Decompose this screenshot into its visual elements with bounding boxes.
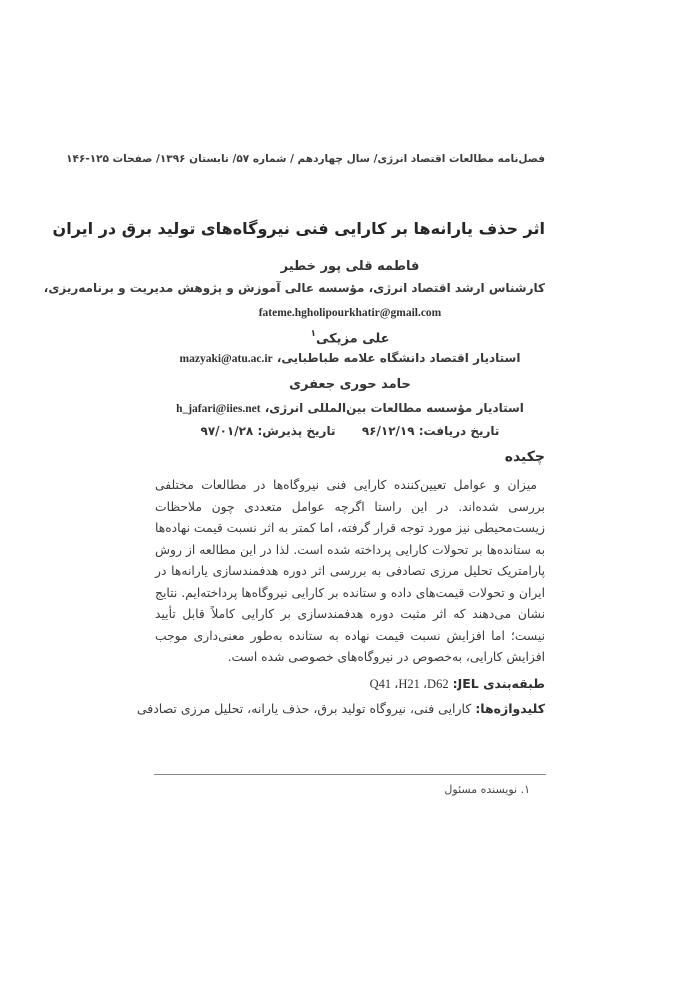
author-1-affiliation-text: کارشناس ارشد اقتصاد انرژی، مؤسسه عالی آموزش و پژوهش مدیریت و برنامه‌ریزی، bbox=[43, 281, 545, 295]
author-3-name-text: حامد حوری جعفری bbox=[289, 377, 411, 392]
corresponding-author-footnote: ۱. نویسنده مسئول bbox=[444, 783, 530, 796]
jel-classification-line bbox=[155, 673, 545, 695]
author-2-name-text: علی مزیکی bbox=[315, 331, 390, 347]
jel-label: طبقه‌بندی JEL‏: bbox=[452, 675, 545, 691]
accepted-date-label: تاریخ پذیرش: bbox=[257, 424, 336, 438]
received-date-value: ۹۶/۱۲/۱۹ bbox=[361, 424, 415, 438]
author-2-name bbox=[155, 326, 545, 348]
author-3-email: h_jafari@iies.net bbox=[176, 403, 261, 415]
author-2-email: mazyaki@atu.ac.ir bbox=[179, 353, 273, 365]
author-1-name bbox=[155, 258, 545, 276]
footnote-divider-rule bbox=[154, 774, 546, 775]
journal-header-line: فصل‌نامه مطالعات اقتصاد انرژی/ سال چهاردهم / شماره ۵۷/ تابستان ۱۳۹۶/ صفحات ۱۲۵-۱۴۶ bbox=[66, 153, 545, 165]
keywords-label: کلیدواژه‌ها: bbox=[475, 700, 545, 716]
keywords-line bbox=[136, 698, 545, 719]
author-3-affiliation-text: استادیار مؤسسه مطالعات بین‌المللی انرژی، bbox=[264, 401, 524, 415]
author-2-affiliation-text: استادیار اقتصاد دانشگاه علامه طباطبایی، bbox=[276, 351, 521, 365]
author-1-name-text: فاطمه قلی پور خطیر bbox=[280, 259, 420, 274]
author-3-name bbox=[155, 376, 545, 394]
jel-codes: D62‏، H21‏، Q41 bbox=[369, 676, 449, 691]
accepted-date-value: ۹۷/۰۱/۲۸ bbox=[200, 424, 254, 438]
keywords-text: کارایی فنی، نیروگاه تولید برق، حذف یارانه، تحلیل مرزی تصادفی bbox=[136, 700, 472, 716]
dates-line bbox=[155, 424, 545, 438]
author-1-email: fateme.hgholipourkhatir@gmail.com bbox=[258, 307, 442, 319]
author-2-footnote-marker: ۱ bbox=[310, 329, 316, 339]
abstract-section bbox=[136, 448, 545, 719]
author-3-affiliation bbox=[155, 400, 545, 418]
abstract-heading: چکیده bbox=[504, 449, 545, 465]
paper-title: اثر حذف یارانه‌ها بر کارایی فنی نیروگاه‌های تولید برق در ایران bbox=[52, 219, 545, 238]
author-2-affiliation bbox=[155, 350, 545, 368]
received-date-label: تاریخ دریافت: bbox=[418, 424, 500, 438]
author-1-email-line bbox=[155, 301, 545, 320]
abstract-text: میزان و عوامل تعیین‌کننده کارایی فنی نیروگاه‌ها در مطالعات مختلفی بررسی شده‌اند. در این راستا اگرچه عوامل متعددی چون ملاحظات زیست‌محیطی نیز مورد توجه قرار گرفته، اما کمتر به اثر نسبت قیمت نهاده‌ها به ستانده‌ها بر تحولات کارایی پرداخته شده است. لذا در این مطالعه از روش پارامتریک تحلیل مرزی تصادفی به بررسی اثر دوره هدفمندسازی یارانه‌ها در ایران و تحولات قیمت‌های داده و ستانده بر کارایی نیروگاه‌ها پرداخته‌ایم. نتایج نشان می‌دهند که اثر مثبت دوره هدفمندسازی بر کارایی کاملاً قابل تأیید نیست؛ اما افزایش نسبت قیمت نهاده به ستانده به‌طور معنی‌داری موجب افزایش کارایی، به‌خصوص در نیروگاه‌های خصوصی شده است. bbox=[155, 478, 545, 664]
author-1-affiliation bbox=[43, 280, 545, 297]
